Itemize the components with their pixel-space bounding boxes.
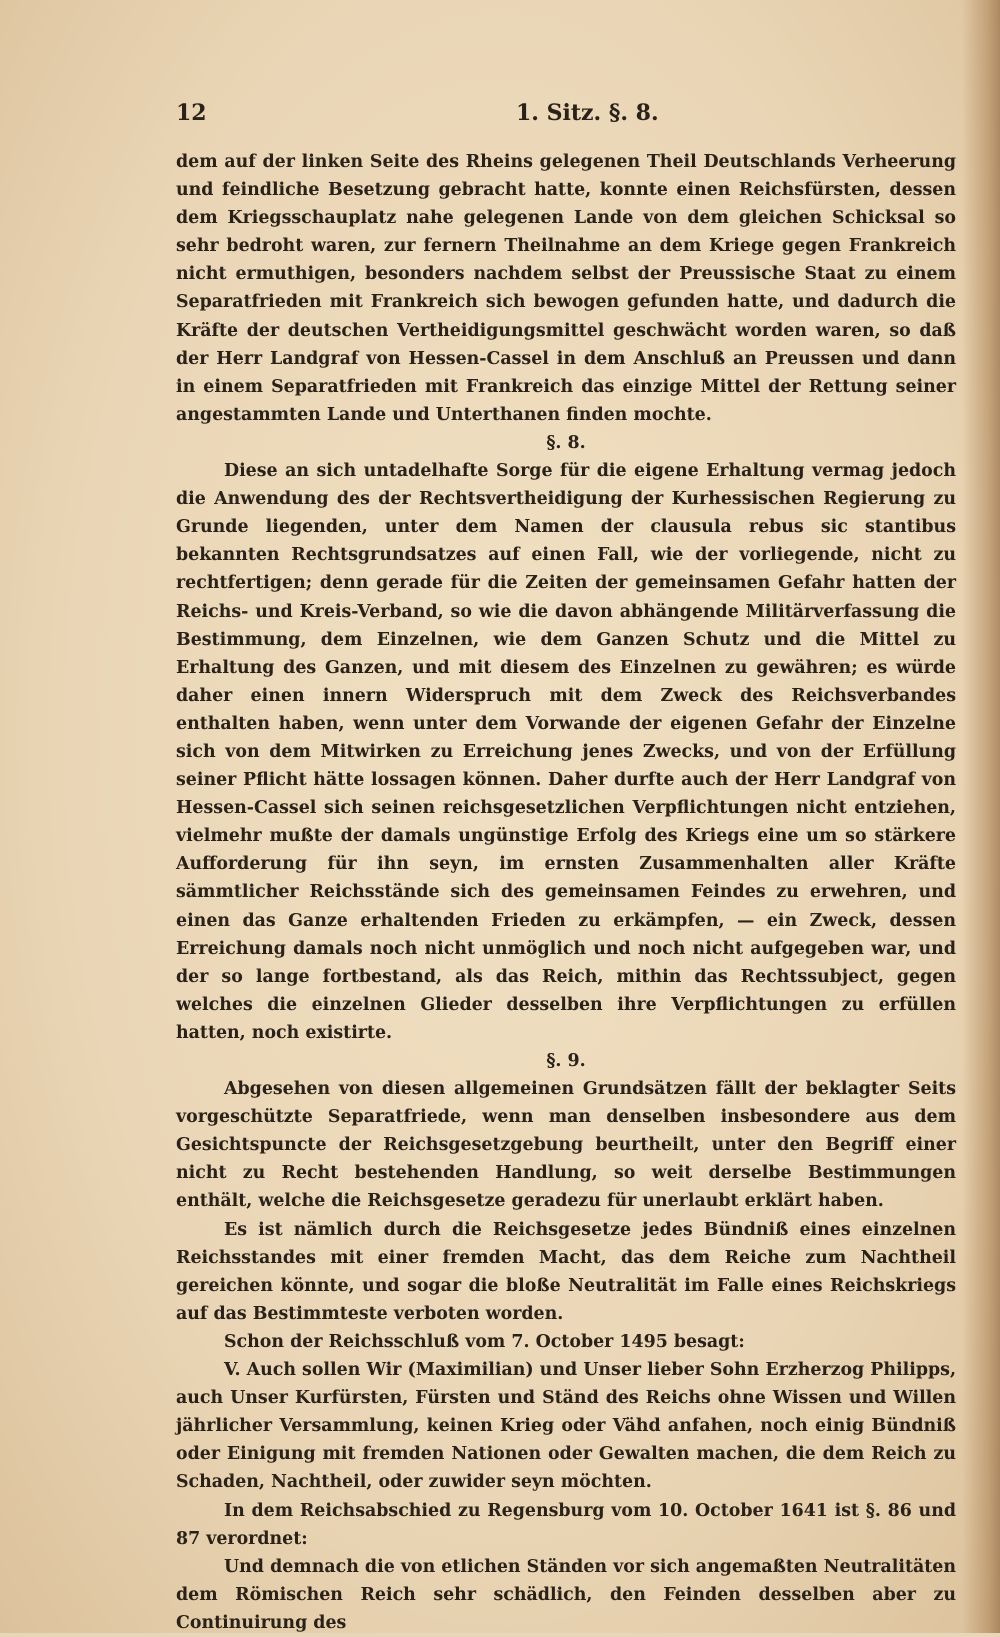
section-heading-8: §. 8.	[546, 432, 586, 453]
paragraph-continuation: dem auf der linken Seite des Rheins gelegenen Theil Deutschlands Verheerung und feindliche Besetzung gebracht hatte, konnte einen Reichsfürsten, dessen dem Kriegsschauplatz nahe gelegenen Lande von dem gleichen Schicksal so sehr bedroht waren, zur fernern Theilnahme an dem Kriege gegen Frankreich nicht ermuthigen, besonders nachdem selbst der Preussische Staat zu einem Separatfrieden mit Frankreich sich bewogen gefunden hatte, und dadurch die Kräfte der deutschen Vertheidigungsmittel geschwächt worden waren, so daß der Herr Landgraf von Hessen-Cassel in dem Anschluß an Preussen und dann in einem Separatfrieden mit Frankreich das einzige Mittel der Rettung seiner angestammten Lande und Unterthanen finden mochte.	[176, 152, 956, 425]
section-heading-9: §. 9.	[546, 1051, 586, 1071]
paragraph-reichsschluss: Schon der Reichsschluß vom 7. October 1495 besagt:	[224, 1331, 745, 1352]
paragraph-section-8: Diese an sich untadelhafte Sorge für die eigene Erhaltung vermag jedoch die Anwendung des der Rechtsvertheidigung der Kurhessischen Regierung zu Grunde liegenden, unter dem Namen der clausula rebus sic stantibus bekannten Rechtsgrundsatzes auf einen Fall, wie der vorliegende, nicht zu rechtfertigen; denn gerade für die Zeiten der gemeinsamen Gefahr hatten der Reichs- und Kreis-Verband, so wie die davon abhängende Militärverfassung die Bestimmung, dem Einzelnen, wie dem Ganzen Schutz und die Mittel zu Erhaltung des Ganzen, und mit diesem des Einzelnen zu gewähren; es würde daher einen innern Widerspruch mit dem Zweck des Reichsverbandes enthalten haben, wenn unter dem Vorwande der eigenen Gefahr der Einzelne sich von dem Mitwirken zu Erreichung jenes Zwecks, und von der Erfüllung seiner Pflicht hätte lossagen können. Daher durfte auch der Herr Landgraf von Hessen-Cassel sich seinen reichsgesetzlichen Verpflichtungen nicht entziehen, vielmehr mußte der damals ungünstige Erfolg des Kriegs eine um so stärkere Aufforderung für ihn seyn, im ernsten Zusammenhalten aller Kräfte sämmtlicher Reichsstände sich des gemeinsamen Feindes zu erwehren, und einen das Ganze erhaltenden Frieden zu erkämpfen, — ein Zweck, dessen Erreichung damals noch nicht unmöglich und noch nicht aufgegeben war, und der so lange fortbestand, als das Reich, mithin das Rechtssubject, gegen welches die einzelnen Glieder desselben ihre Verpflichtungen zu erfüllen hatten, noch existirte.	[176, 461, 956, 1043]
paragraph-reichsabschied: In dem Reichsabschied zu Regensburg vom 10. October 1641 ist §. 86 und 87 verordnet:	[176, 1500, 956, 1549]
page-header	[176, 100, 930, 134]
paragraph-section-9: Abgesehen von diesen allgemeinen Grundsätzen fällt der beklagter Seits vorgeschützte Separatfriede, wenn man denselben insbesondere aus dem Gesichtspuncte der Reichsgesetzgebung beurtheilt, unter den Begriff einer nicht zu Recht bestehenden Handlung, so weit derselbe Bestimmungen enthält, welche die Reichsgesetze geradezu für unerlaubt erklärt haben.	[176, 1079, 956, 1212]
paragraph-reichsgesetze: Es ist nämlich durch die Reichsgesetze jedes Bündniß eines einzelnen Reichsstandes mit einer fremden Macht, das dem Reiche zum Nachtheil gereichen könnte, und sogar die bloße Neutralität im Falle eines Reichskriegs auf das Bestimmteste verboten worden.	[176, 1219, 956, 1324]
quote-1641: Und demnach die von etlichen Ständen vor sich angemaßten Neutralitäten dem Römischen Reich sehr schädlich, den Feinden desselben aber zu Continuirung des	[176, 1556, 956, 1633]
page-body	[176, 148, 956, 1637]
quote-1495: V. Auch sollen Wir (Maximilian) und Unser lieber Sohn Erzherzog Philipps, auch Unser Kurfürsten, Fürsten und Ständ des Reichs ohne Wissen und Willen jährlicher Versammlung, keinen Krieg oder Vähd anfahen, noch einig Bündniß oder Einigung mit fremden Nationen oder Gewalten machen, die dem Reich zu Schaden, Nachtheil, oder zuwider seyn möchten.	[176, 1360, 956, 1493]
page-number: 12	[176, 100, 207, 126]
running-head: 1. Sitz. §. 8.	[516, 100, 659, 126]
page-edge-shadow	[962, 0, 1000, 1633]
